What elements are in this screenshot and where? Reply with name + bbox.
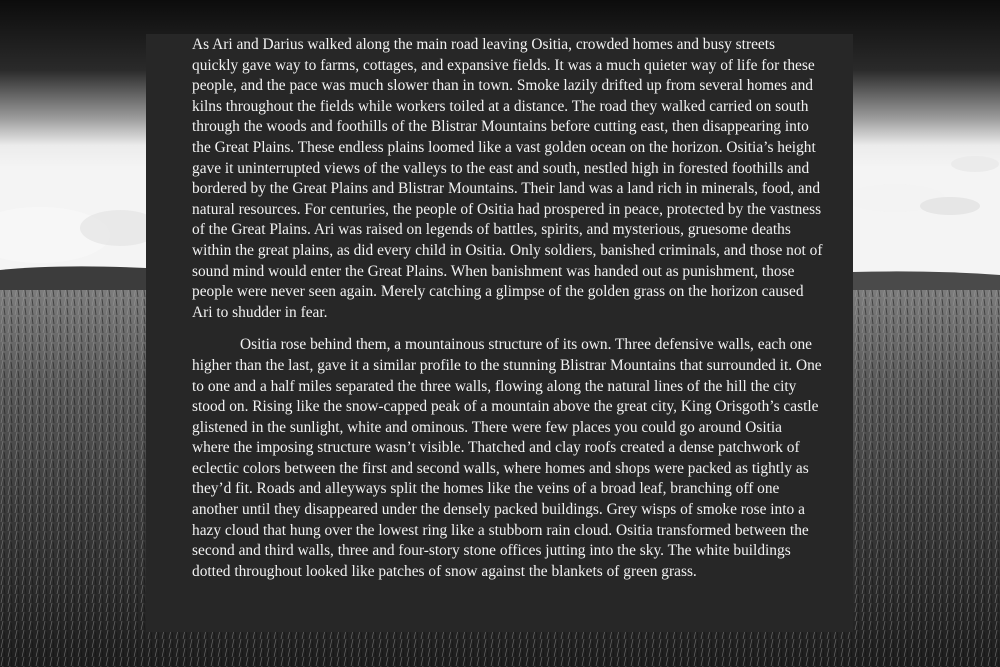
paragraph-1: As Ari and Darius walked along the main road leaving Ositia, crowded homes and busy streets quickly gave way to farms, cottages, and expansive fields. It was a much quieter way of life for these people, and the pace was much slower than in town. Smoke lazily drifted up from several homes and kilns throughout the fields while workers toiled at a distance. The road they walked carried on south through the woods and foothills of the Blistrar Mountains before cutting east, then disappearing into the Great Plains. These endless plains loomed like a vast golden ocean on the horizon. Ositia’s height gave it uninterrupted views of the valleys to the east and south, nestled high in forested foothills and bordered by the Great Plains and Blistrar Mountains. Their land was a land rich in minerals, food, and natural resources. For centuries, the people of Ositia had prospered in peace, protected by the vastness of the Great Plains. Ari was raised on legends of battles, spirits, and mysterious, gruesome deaths within the great plains, as did every child in Ositia. Only soldiers, banished criminals, and those not of sound mind would enter the Great Plains. When banishment was handed out as punishment, those people were never seen again. Merely catching a glimpse of the golden grass on the horizon caused Ari to shudder in fear. bbox=[192, 36, 823, 321]
text-panel bbox=[146, 34, 853, 632]
paragraph-2: Ositia rose behind them, a mountainous structure of its own. Three defensive walls, each one higher than the last, gave it a similar profile to the stunning Blistrar Mountains that surrounded it. One to one and a half miles separated the three walls, flowing along the natural lines of the hill the city stood on. Rising like the snow-capped peak of a mountain above the great city, King Orisgoth’s castle glistened in the sunlight, white and ominous. There were few places you could go around Ositia where the imposing structure wasn’t visible. Thatched and clay roofs created a dense patchwork of eclectic colors between the first and second walls, where homes and shops were packed as tightly as they’d fit. Roads and alleyways split the homes like the veins of a broad leaf, branching off one another until they disappeared under the densely packed buildings. Grey wisps of smoke rose into a hazy cloud that hung over the lowest ring like a stubborn rain cloud. Ositia transformed between the second and third walls, three and four-story stone offices jutting into the sky. The white buildings dotted throughout looked like patches of snow against the blankets of green grass. bbox=[192, 336, 822, 580]
